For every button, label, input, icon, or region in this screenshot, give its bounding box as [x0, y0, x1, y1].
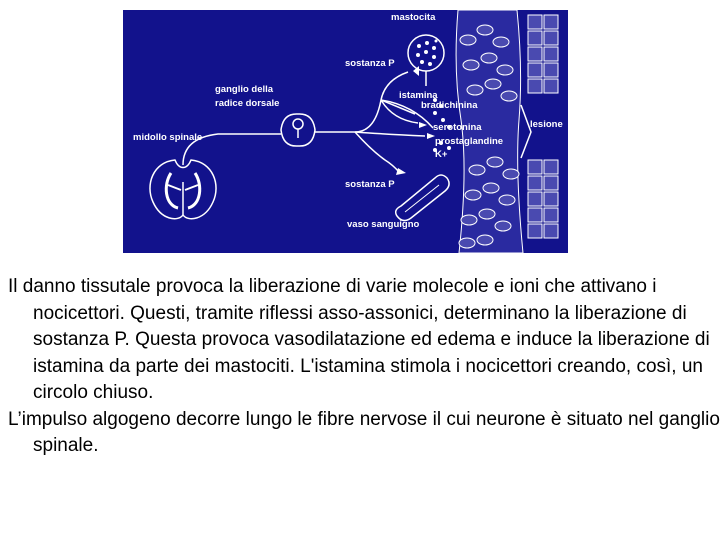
- label-sostanza-p-top: sostanza P: [345, 58, 395, 69]
- label-k-plus: K+: [435, 149, 448, 160]
- caption: [8, 274, 720, 460]
- label-ganglio-line1: ganglio della: [215, 84, 274, 95]
- label-lesione: lesione: [530, 119, 563, 130]
- label-mastocita: mastocita: [391, 12, 436, 23]
- label-istamina: istamina: [399, 90, 438, 101]
- label-ganglio-line2: radice dorsale: [215, 98, 280, 109]
- label-midollo-spinale: midollo spinale: [133, 132, 203, 143]
- diagram-svg: [123, 10, 568, 253]
- label-vaso-sanguigno: vaso sanguigno: [347, 219, 420, 230]
- label-sostanza-p-bottom: sostanza P: [345, 179, 395, 190]
- label-prostaglandine: prostaglandine: [435, 136, 504, 147]
- caption-paragraph-2: L’impulso algogeno decorre lungo le fibre nervose il cui neurone è situato nel ganglio spinale.: [8, 408, 720, 456]
- caption-paragraph-1: Il danno tissutale provoca la liberazione di varie molecole e ioni che attivano i nocicettori. Questi, tramite riflessi asso-assonici, determinano la liberazione di sostanza P. Questa provoca vasodilatazione ed edema e induce la liberazione di istamina da parte dei mastociti. L'istamina stimola i nocicettori creando, così, un circolo chiuso.: [8, 276, 710, 403]
- label-bradichinina: bradichinina: [421, 100, 478, 111]
- label-serotonina: serotonina: [433, 122, 482, 133]
- nociception-diagram: [123, 10, 568, 253]
